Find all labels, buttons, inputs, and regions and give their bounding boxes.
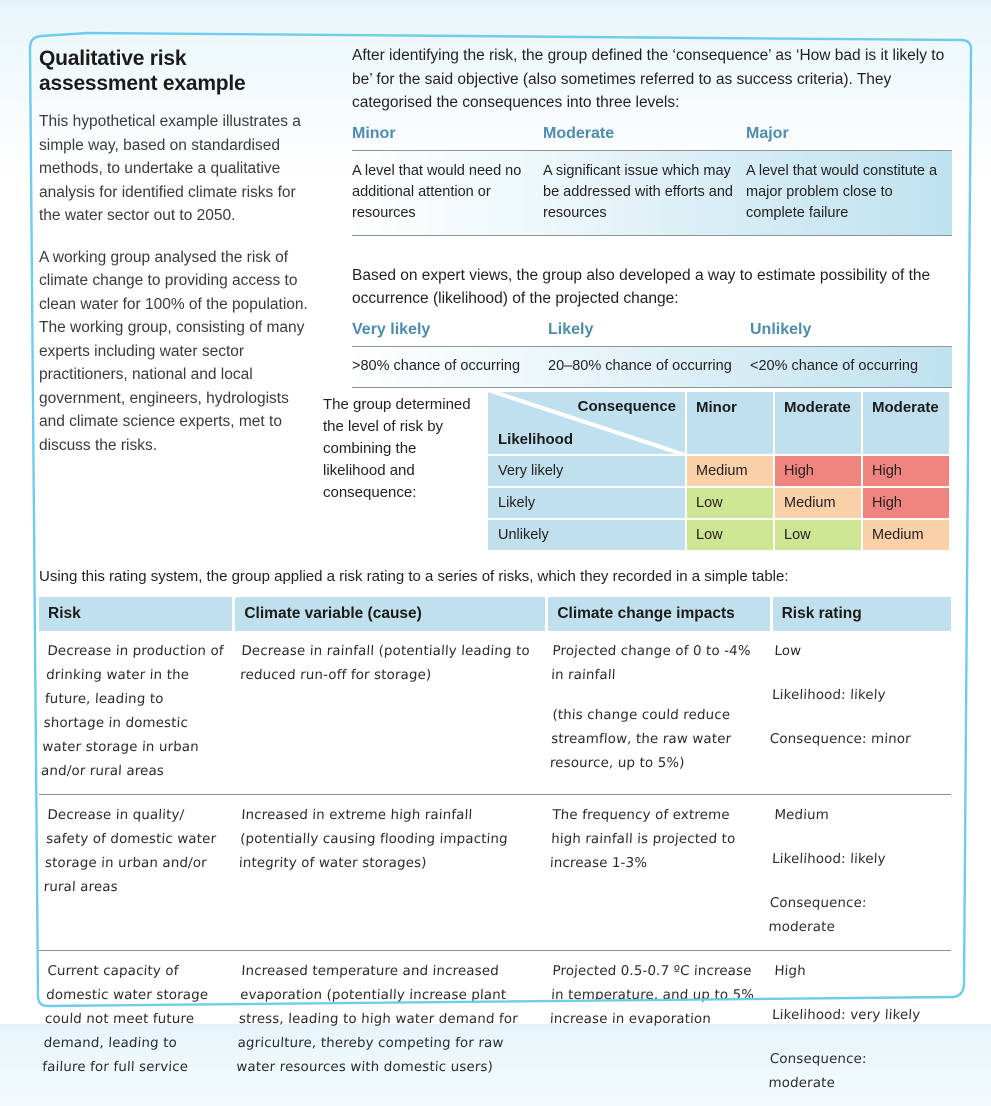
consequence-table-bottom-rule <box>352 235 952 236</box>
matrix-cell-1-1: Medium <box>775 488 861 518</box>
row-0-rating-cell <box>766 640 945 784</box>
matrix-cell-2-0: Low <box>687 520 773 550</box>
matrix-row-header-2: Unlikely <box>488 520 685 550</box>
consequence-header-major: Major <box>746 124 789 142</box>
likelihood-table <box>352 321 952 388</box>
likelihood-header-unlikely: Unlikely <box>750 320 812 338</box>
row-1-likelihood: Likelihood: likely <box>771 852 887 867</box>
row-1-rating: Medium <box>774 808 830 823</box>
consequence-table-header-row <box>352 125 952 150</box>
matrix-col-header-1: Moderate <box>775 392 861 454</box>
risk-register-header-impacts: Climate change impacts <box>548 597 769 631</box>
matrix-cell-2-1: Low <box>775 520 861 550</box>
row-2-risk-text: Current capacity of domestic water storage could not meet future demand, leading to failure for full service <box>41 964 209 1075</box>
page-title <box>39 46 311 96</box>
matrix-col-header-2: Moderate <box>863 392 949 454</box>
matrix-cell-1-0: Low <box>687 488 773 518</box>
row-0-climate-variable-cell <box>233 640 544 784</box>
table-row <box>39 795 951 951</box>
matrix-col-header-0: Minor <box>687 392 773 454</box>
risk-register-lead: Using this rating system, the group applied a risk rating to a series of risks, which they recorded in a simple table: <box>39 568 789 585</box>
consequence-desc-minor: A level that would need no additional attention or resources <box>352 162 522 221</box>
intro-paragraph-2: A working group analysed the risk of climate change to providing access to clean water for 100% of the population. The working group, consisting of many experts including water sector practitioners, national and local government, engineers, hydrologists and climate science experts, met to discuss the risks. <box>39 248 308 454</box>
row-0-impact-note: (this change could reduce streamflow, the raw water resource, up to 5%) <box>549 708 732 771</box>
row-1-rating-cell <box>766 804 945 940</box>
matrix-corner-likelihood-label: Likelihood <box>498 431 573 448</box>
row-2-rating-block <box>768 960 937 1096</box>
consequence-header-minor: Minor <box>352 124 396 142</box>
right-column <box>352 44 952 392</box>
row-2-consequence: Consequence: moderate <box>768 1052 868 1091</box>
row-0-likelihood: Likelihood: likely <box>771 688 887 703</box>
row-0-impact-main: Projected change of 0 to -4% in rainfall <box>550 644 752 683</box>
consequence-table <box>352 125 952 236</box>
risk-matrix-intro: The group determined the level of risk by combining the likelihood and consequence: <box>323 396 471 501</box>
row-1-impact-main: The frequency of extreme high rainfall is projected to increase 1-3% <box>549 808 736 871</box>
matrix-corner-consequence-label: Consequence <box>577 398 676 415</box>
likelihood-desc-likely: 20–80% chance of occurring <box>548 357 732 374</box>
likelihood-header-very-likely: Very likely <box>352 320 431 338</box>
likelihood-table-bottom-rule <box>352 387 952 388</box>
row-1-rating-block <box>768 804 937 940</box>
row-0-impacts-cell <box>544 640 766 784</box>
matrix-cell-0-2: High <box>863 456 949 486</box>
risk-register-header-risk: Risk <box>39 597 232 631</box>
row-1-climate-variable-cell <box>233 804 544 940</box>
risk-register-header-rating: Risk rating <box>773 597 951 631</box>
consequence-intro: After identifying the risk, the group defined the ‘consequence’ as ‘How bad is it likely to be’ for the said objective (also sometimes referred to as success criteria). They categorised the consequences into three levels: <box>352 47 945 111</box>
likelihood-intro: Based on expert views, the group also developed a way to estimate possibility of the occurrence (likelihood) of the projected change: <box>352 266 931 307</box>
row-0-risk-text: Decrease in production of drinking water in the future, leading to shortage in domestic water storage in urban and/or rural areas <box>40 644 225 779</box>
row-1-consequence: Consequence: moderate <box>768 896 868 935</box>
row-2-climate-variable-cell <box>233 960 544 1096</box>
row-1-impacts-cell <box>544 804 766 940</box>
risk-register-header-row <box>39 597 951 631</box>
matrix-row-very-likely <box>488 456 953 486</box>
matrix-row-header-1: Likely <box>488 488 685 518</box>
likelihood-table-body-row <box>352 347 952 387</box>
risk-register-header-climate-variable: Climate variable (cause) <box>235 597 545 631</box>
row-0-climate-variable-text: Decrease in rainfall (potentially leading to reduced run-off for storage) <box>239 644 531 683</box>
row-2-rating-cell <box>766 960 945 1096</box>
section-spacer <box>352 240 952 264</box>
row-0-consequence: Consequence: minor <box>769 732 912 747</box>
intro-paragraph-1: This hypothetical example illustrates a simple way, based on standardised methods, to undertake a qualitative analysis for identified climate risks for the water sector out to 2050. <box>39 113 301 224</box>
row-0-risk-cell <box>39 640 233 784</box>
risk-matrix-header-row <box>488 392 953 454</box>
left-column <box>39 46 311 457</box>
table-row <box>39 631 951 795</box>
row-0-rating-block <box>769 640 937 752</box>
likelihood-desc-unlikely: <20% chance of occurring <box>750 357 919 374</box>
page-title-line-2: assessment example <box>39 72 246 95</box>
consequence-table-body-row <box>352 151 952 235</box>
likelihood-table-header-row <box>352 321 952 346</box>
row-2-climate-variable-text: Increased temperature and increased evaporation (potentially increase plant stress, leading to high water demand for agriculture, thereby competing for raw water resources with domestic users) <box>235 964 519 1075</box>
table-row <box>39 951 951 1106</box>
row-2-impact-main: Projected 0.5-0.7 ºC increase in temperature, and up to 5% increase in evaporation <box>549 964 755 1027</box>
matrix-row-unlikely <box>488 520 953 550</box>
row-0-rating: Low <box>774 644 802 659</box>
consequence-desc-major: A level that would constitute a major problem close to complete failure <box>746 162 938 221</box>
risk-matrix-corner-cell <box>488 392 685 454</box>
matrix-cell-2-2: Medium <box>863 520 949 550</box>
row-1-climate-variable-text: Increased in extreme high rainfall (potentially causing flooding impacting integrity of water storages) <box>238 808 509 871</box>
likelihood-header-likely: Likely <box>548 320 594 338</box>
row-1-risk-cell <box>39 804 233 940</box>
row-2-risk-cell <box>39 960 233 1096</box>
row-2-likelihood: Likelihood: very likely <box>771 1008 921 1023</box>
consequence-desc-moderate: A significant issue which may be addressed with efforts and resources <box>543 162 733 221</box>
row-2-impacts-cell <box>544 960 766 1096</box>
risk-register-section <box>39 566 951 1106</box>
likelihood-desc-very-likely: >80% chance of occurring <box>352 357 521 374</box>
page-title-line-1: Qualitative risk <box>39 47 187 70</box>
consequence-header-moderate: Moderate <box>543 124 615 142</box>
matrix-cell-1-2: High <box>863 488 949 518</box>
row-2-rating: High <box>774 964 807 979</box>
matrix-cell-0-1: High <box>775 456 861 486</box>
risk-matrix <box>488 392 953 552</box>
row-1-risk-text: Decrease in quality/ safety of domestic water storage in urban and/or rural areas <box>43 808 217 895</box>
matrix-row-likely <box>488 488 953 518</box>
matrix-cell-0-0: Medium <box>687 456 773 486</box>
matrix-row-header-0: Very likely <box>488 456 685 486</box>
